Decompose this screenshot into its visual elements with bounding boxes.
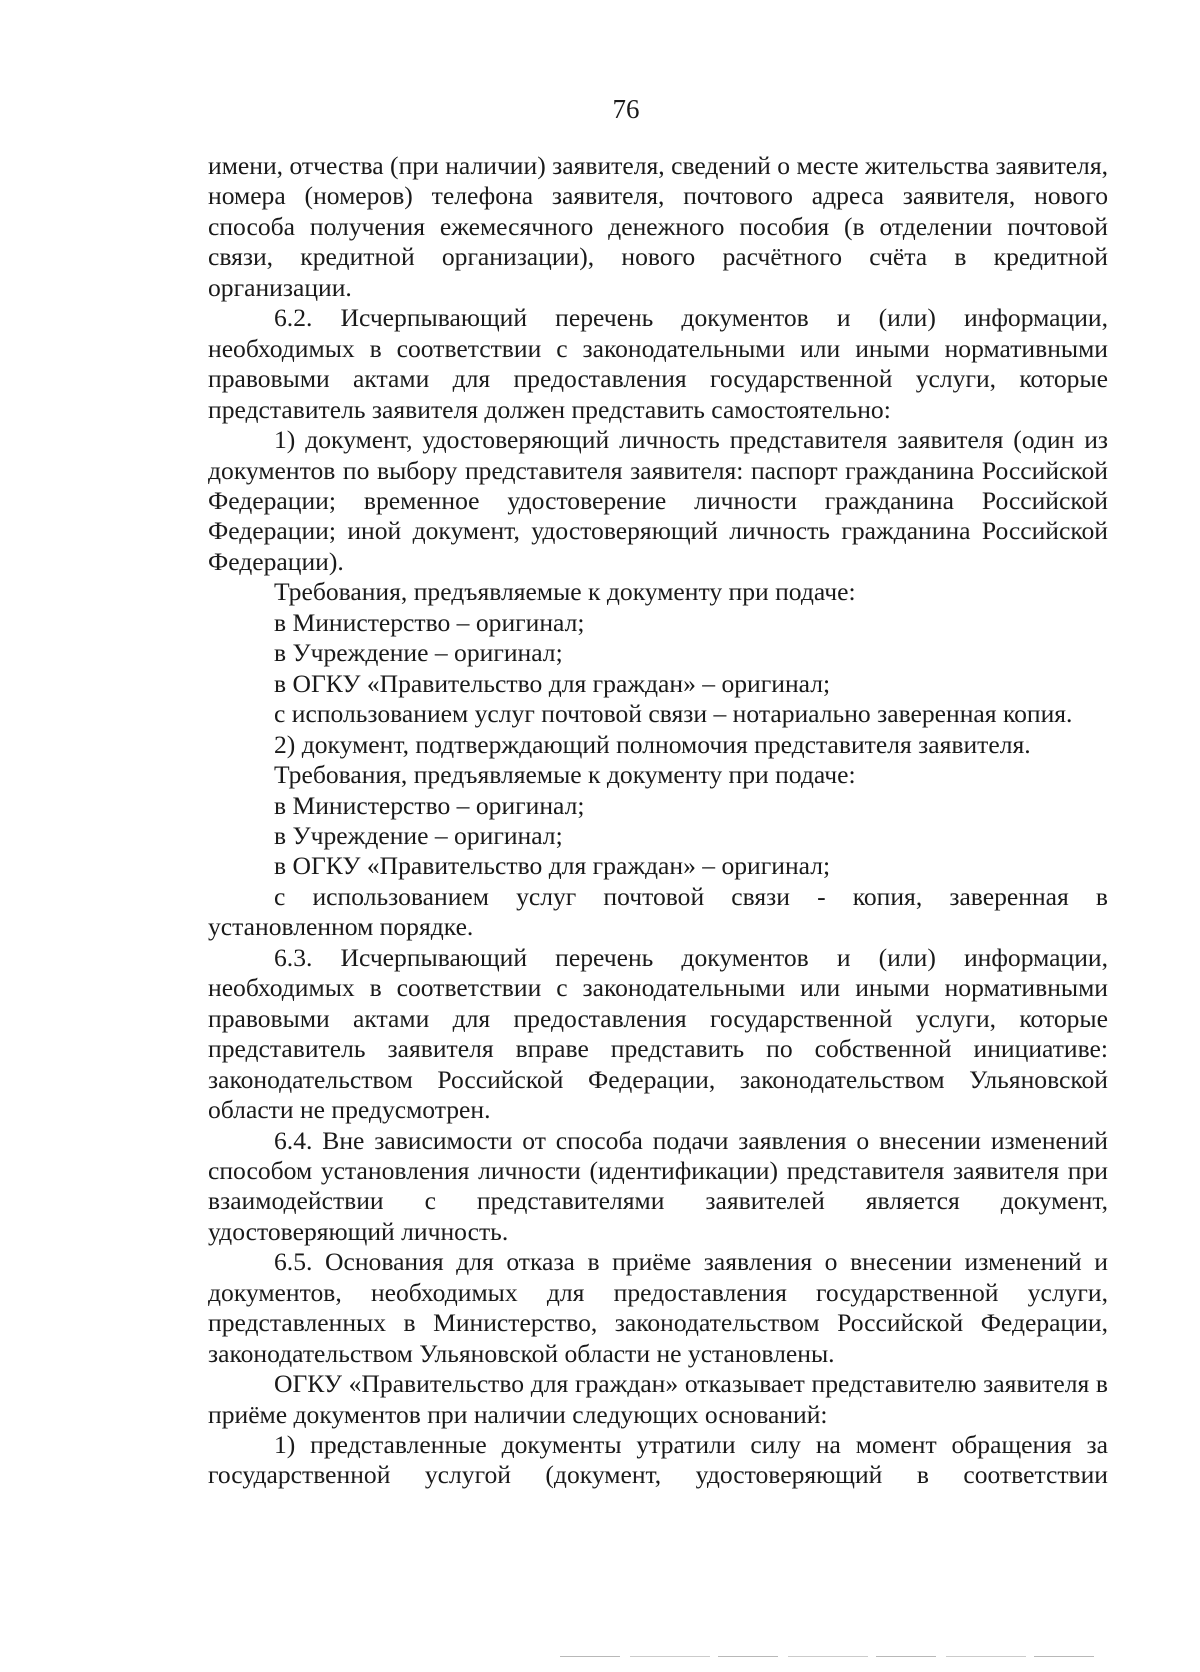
paragraph: Требования, предъявляемые к документу при подаче: xyxy=(274,577,856,607)
paragraph: в ОГКУ «Правительство для граждан» – оригинал; xyxy=(274,668,831,698)
paragraph: 6.2. Исчерпывающий перечень документов и (или) информации, необходимых в соответствии с законодательными или иными нормативными правовыми актами для предоставления государственной услуги, которые представитель заявителя должен представить самостоятельно: xyxy=(208,303,1108,424)
paragraph: в ОГКУ «Правительство для граждан» – оригинал; xyxy=(274,851,831,881)
paragraph: 6.5. Основания для отказа в приёме заявления о внесении изменений и документов, необходимых для предоставления государственной услуги, представленных в Министерство, законодательством Российской Федерации, законодательством Ульяновской области не установлены. xyxy=(208,1247,1108,1368)
paragraph: с использованием услуг почтовой связи - копия, заверенная в установленном порядке. xyxy=(208,881,1108,942)
scan-artifact-line xyxy=(560,1656,1100,1657)
paragraph: ОГКУ «Правительство для граждан» отказывает представителю заявителя в приёме документов при наличии следующих оснований: xyxy=(208,1369,1108,1429)
paragraph: в Министерство – оригинал; xyxy=(274,607,585,637)
paragraph: с использованием услуг почтовой связи – нотариально заверенная копия. xyxy=(274,699,1073,729)
paragraph: 6.3. Исчерпывающий перечень документов и (или) информации, необходимых в соответствии с законодательными или иными нормативными правовыми актами для предоставления государственной услуги, которые представитель заявителя вправе представить по собственной инициативе: законодательством Российской Федерации, законодательством Ульяновской области не предусмотрен. xyxy=(208,942,1108,1125)
paragraph: в Учреждение – оригинал; xyxy=(274,638,563,668)
paragraph: 2) документ, подтверждающий полномочия представителя заявителя. xyxy=(274,729,1031,759)
document-body xyxy=(208,151,1108,1491)
page-number: 76 xyxy=(612,94,640,124)
paragraph: Требования, предъявляемые к документу при подаче: xyxy=(274,760,856,790)
paragraph: 6.4. Вне зависимости от способа подачи заявления о внесении изменений способом установления личности (идентификации) представителя заявителя при взаимодействии с представителями заявителей является документ, удостоверяющий личность. xyxy=(208,1125,1108,1246)
paragraph: в Учреждение – оригинал; xyxy=(274,820,563,850)
paragraph: имени, отчества (при наличии) заявителя, сведений о месте жительства заявителя, номера (номеров) телефона заявителя, почтового адреса заявителя, нового способа получения ежемесячного денежного пособия (в отделении почтовой связи, кредитной организации), нового расчётного счёта в кредитной организации. xyxy=(208,151,1108,302)
paragraph: 1) представленные документы утратили силу на момент обращения за государственной услугой (документ, удостоверяющий в соответствии xyxy=(208,1430,1108,1490)
paragraph: в Министерство – оригинал; xyxy=(274,790,585,820)
paragraph: 1) документ, удостоверяющий личность представителя заявителя (один из документов по выбору представителя заявителя: паспорт гражданина Российской Федерации; временное удостоверение личности гражданина Российской Федерации; иной документ, удостоверяющий личность гражданина Российской Федерации). xyxy=(208,425,1108,576)
